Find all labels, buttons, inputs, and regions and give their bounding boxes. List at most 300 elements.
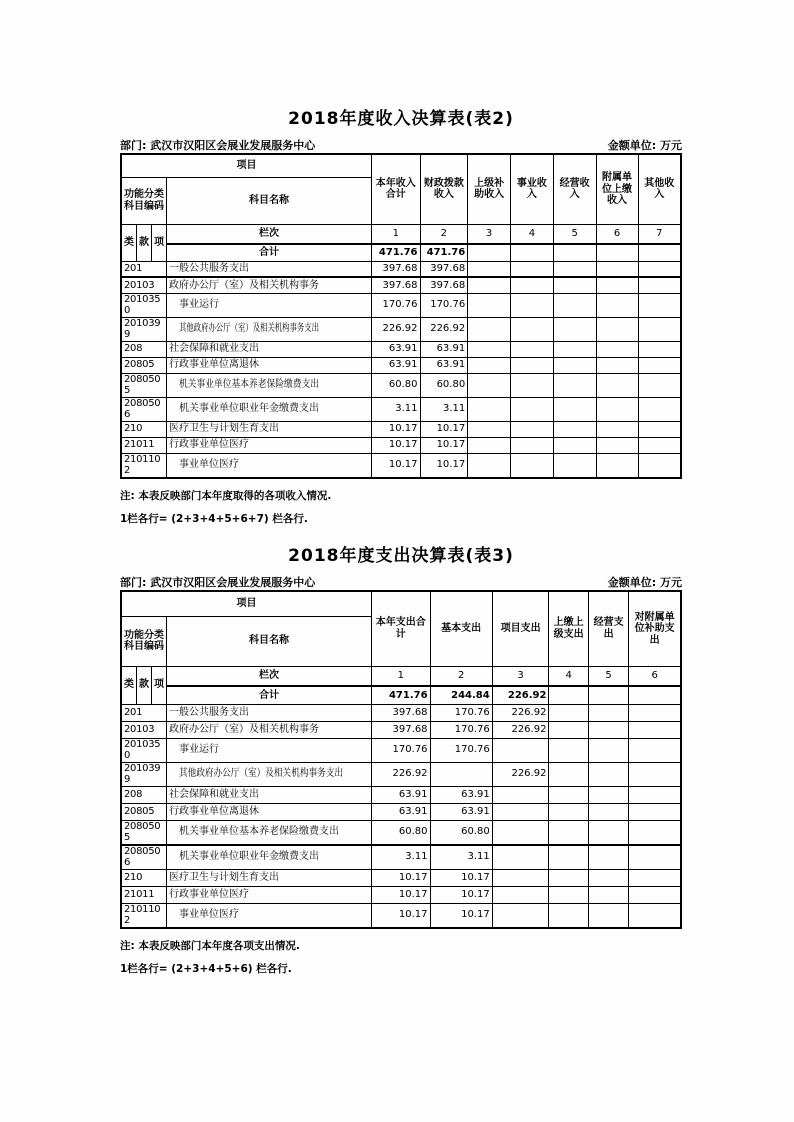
note-line: 1栏各行= (2+3+4+5+6) 栏各行. xyxy=(120,962,292,975)
row-value: 397.68 xyxy=(372,277,421,293)
row-value xyxy=(588,786,628,803)
row-value xyxy=(492,820,549,845)
row-value: 63.91 xyxy=(420,341,468,357)
row-value xyxy=(492,738,549,762)
table-row xyxy=(121,869,681,886)
row-value xyxy=(638,357,681,373)
row-value xyxy=(629,886,681,903)
code-sub-header: 类 xyxy=(121,224,137,261)
row-code: 210 xyxy=(121,421,167,437)
subject-header: 科目名称 xyxy=(167,177,372,224)
row-code: 2010399 xyxy=(121,762,167,786)
cell-text: 社会保障和就业支出 xyxy=(169,788,259,800)
row-code: 2080505 xyxy=(121,373,167,397)
row-value xyxy=(553,357,596,373)
row-code: 2080506 xyxy=(121,845,167,870)
row-name xyxy=(167,357,372,373)
code-header: 功能分类科目编码 xyxy=(121,616,167,666)
row-value xyxy=(588,845,628,870)
row-value: 226.92 xyxy=(492,721,549,738)
row-value: 170.76 xyxy=(430,721,492,738)
column-header: 其他收入 xyxy=(638,154,681,224)
row-value: 226.92 xyxy=(420,317,468,341)
lanci-number: 7 xyxy=(638,224,681,244)
table-row xyxy=(121,786,681,803)
table-row xyxy=(121,244,681,261)
table-row xyxy=(121,224,681,244)
income-table-notes xyxy=(120,485,682,531)
table-row xyxy=(121,397,681,421)
row-value: 397.68 xyxy=(372,704,431,721)
row-code: 2080506 xyxy=(121,397,167,421)
row-value xyxy=(549,845,588,870)
row-value xyxy=(510,397,553,421)
row-value: 10.17 xyxy=(372,886,431,903)
table-row xyxy=(121,437,681,453)
row-name xyxy=(167,293,372,317)
code-sub-header: 类 xyxy=(121,666,137,704)
row-name xyxy=(167,786,372,803)
row-value xyxy=(468,261,511,277)
cell-text: 行政事业单位医疗 xyxy=(169,888,249,900)
table-row xyxy=(121,704,681,721)
row-value xyxy=(629,903,681,928)
amount-unit-label: 金额单位: 万元 xyxy=(607,576,682,589)
row-value: 63.91 xyxy=(372,341,421,357)
row-name xyxy=(167,704,372,721)
table-row xyxy=(121,453,681,478)
table-row xyxy=(121,666,681,686)
cell-text: 社会保障和就业支出 xyxy=(169,343,259,355)
code-sub-header: 项 xyxy=(152,666,167,704)
row-value: 226.92 xyxy=(372,762,431,786)
row-value xyxy=(629,869,681,886)
cell-text: 行政事业单位离退休 xyxy=(169,805,259,817)
row-value xyxy=(638,453,681,478)
row-value xyxy=(588,803,628,820)
note-line: 注: 本表反映部门本年度各项支出情况. xyxy=(120,939,300,952)
row-value xyxy=(510,261,553,277)
row-value: 3.11 xyxy=(372,397,421,421)
row-value xyxy=(549,721,588,738)
row-code: 2010399 xyxy=(121,317,167,341)
row-value xyxy=(468,437,511,453)
row-value: 397.68 xyxy=(372,721,431,738)
row-value xyxy=(588,721,628,738)
row-value xyxy=(588,762,628,786)
table-row xyxy=(121,803,681,820)
column-header: 经营支出 xyxy=(588,591,628,666)
total-value: 226.92 xyxy=(492,686,549,704)
row-value: 63.91 xyxy=(420,357,468,373)
column-header: 本年支出合计 xyxy=(372,591,431,666)
row-code: 21011 xyxy=(121,886,167,903)
row-value xyxy=(468,453,511,478)
row-value: 226.92 xyxy=(492,762,549,786)
row-name xyxy=(167,341,372,357)
cell-text: 事业单位医疗 xyxy=(179,459,239,471)
row-value xyxy=(553,453,596,478)
row-name xyxy=(167,453,372,478)
row-value xyxy=(596,421,638,437)
row-value: 3.11 xyxy=(430,845,492,870)
row-value xyxy=(553,421,596,437)
column-header: 上级补助收入 xyxy=(468,154,511,224)
cell-text: 行政事业单位医疗 xyxy=(169,439,249,451)
row-code: 2010350 xyxy=(121,738,167,762)
lanci-number: 6 xyxy=(596,224,638,244)
expense-statement-section xyxy=(120,541,682,981)
row-value: 10.17 xyxy=(372,437,421,453)
row-value: 170.76 xyxy=(372,738,431,762)
row-code: 2101102 xyxy=(121,903,167,928)
income-table-title: 2018年度收入决算表(表2) xyxy=(288,109,514,129)
row-value: 63.91 xyxy=(372,786,431,803)
row-value xyxy=(553,317,596,341)
row-value xyxy=(549,803,588,820)
lanci-label: 栏次 xyxy=(167,224,372,244)
row-value xyxy=(468,293,511,317)
table-row xyxy=(121,293,681,317)
row-name xyxy=(167,869,372,886)
table-row xyxy=(121,845,681,870)
row-code: 20805 xyxy=(121,357,167,373)
row-value xyxy=(510,357,553,373)
row-code: 201 xyxy=(121,704,167,721)
row-value xyxy=(510,277,553,293)
cell-text: 其他政府办公厅（室）及相关机构事务支出 xyxy=(179,768,343,780)
total-value xyxy=(596,244,638,261)
table-row xyxy=(121,373,681,397)
lanci-number: 5 xyxy=(588,666,628,686)
row-value: 170.76 xyxy=(372,293,421,317)
lanci-number: 3 xyxy=(492,666,549,686)
row-name xyxy=(167,721,372,738)
row-value xyxy=(468,357,511,373)
row-name xyxy=(167,261,372,277)
row-value: 10.17 xyxy=(420,421,468,437)
row-value xyxy=(638,397,681,421)
lanci-label: 栏次 xyxy=(167,666,372,686)
row-value xyxy=(468,397,511,421)
cell-text: 医疗卫生与计划生育支出 xyxy=(169,871,279,883)
row-value: 10.17 xyxy=(420,453,468,478)
table-row xyxy=(121,686,681,704)
lanci-number: 2 xyxy=(430,666,492,686)
row-value xyxy=(596,357,638,373)
subject-header: 科目名称 xyxy=(167,616,372,666)
row-value xyxy=(510,341,553,357)
row-code: 201 xyxy=(121,261,167,277)
expense-table xyxy=(120,590,682,929)
row-value: 397.68 xyxy=(420,261,468,277)
lanci-number: 6 xyxy=(629,666,681,686)
row-value xyxy=(510,317,553,341)
income-table xyxy=(120,153,682,479)
row-code: 20103 xyxy=(121,721,167,738)
row-code: 21011 xyxy=(121,437,167,453)
row-value: 63.91 xyxy=(372,803,431,820)
row-value xyxy=(553,437,596,453)
row-name xyxy=(167,820,372,845)
total-value xyxy=(549,686,588,704)
row-value xyxy=(629,721,681,738)
total-value: 471.76 xyxy=(420,244,468,261)
row-value xyxy=(510,421,553,437)
row-value xyxy=(510,453,553,478)
row-value: 63.91 xyxy=(430,786,492,803)
column-header: 事业收入 xyxy=(510,154,553,224)
project-header: 项目 xyxy=(121,591,372,616)
row-value xyxy=(510,437,553,453)
row-value xyxy=(596,277,638,293)
row-name xyxy=(167,397,372,421)
column-header: 本年收入合计 xyxy=(372,154,421,224)
column-header: 项目支出 xyxy=(492,591,549,666)
row-code: 208 xyxy=(121,341,167,357)
row-value xyxy=(596,317,638,341)
code-sub-header: 项 xyxy=(152,224,167,261)
row-value xyxy=(468,373,511,397)
row-value xyxy=(629,820,681,845)
row-value xyxy=(638,293,681,317)
row-value xyxy=(596,373,638,397)
row-value xyxy=(638,341,681,357)
row-value xyxy=(549,820,588,845)
row-name xyxy=(167,373,372,397)
row-value: 170.76 xyxy=(420,293,468,317)
row-value xyxy=(510,373,553,397)
total-label: 合计 xyxy=(167,244,372,261)
cell-text: 政府办公厅（室）及相关机构事务 xyxy=(169,279,319,291)
cell-text: 事业运行 xyxy=(179,744,219,756)
row-value xyxy=(596,341,638,357)
row-name xyxy=(167,437,372,453)
row-value xyxy=(553,341,596,357)
row-code: 210 xyxy=(121,869,167,886)
row-value: 60.80 xyxy=(372,373,421,397)
row-value: 397.68 xyxy=(420,277,468,293)
table-row xyxy=(121,317,681,341)
cell-text: 事业运行 xyxy=(179,299,219,311)
row-value xyxy=(588,704,628,721)
column-header: 附属单位上缴收入 xyxy=(596,154,638,224)
row-value xyxy=(468,421,511,437)
table-row xyxy=(121,421,681,437)
income-statement-section xyxy=(120,104,682,531)
row-value xyxy=(549,903,588,928)
lanci-number: 3 xyxy=(468,224,511,244)
total-label: 合计 xyxy=(167,686,372,704)
row-value xyxy=(492,886,549,903)
row-code: 208 xyxy=(121,786,167,803)
row-value xyxy=(549,786,588,803)
row-name xyxy=(167,738,372,762)
income-table-meta xyxy=(120,137,682,152)
table-row xyxy=(121,738,681,762)
row-value: 226.92 xyxy=(372,317,421,341)
row-value xyxy=(588,738,628,762)
total-value xyxy=(629,686,681,704)
row-value xyxy=(629,845,681,870)
code-sub-header: 款 xyxy=(137,666,152,704)
row-value: 10.17 xyxy=(372,869,431,886)
row-code: 2010350 xyxy=(121,293,167,317)
table-row xyxy=(121,357,681,373)
row-value xyxy=(553,261,596,277)
total-value xyxy=(468,244,511,261)
column-header: 财政拨款收入 xyxy=(420,154,468,224)
department-label: 部门: 武汉市汉阳区会展业发展服务中心 xyxy=(120,576,316,589)
row-name xyxy=(167,903,372,928)
total-value xyxy=(638,244,681,261)
row-value xyxy=(549,762,588,786)
row-value xyxy=(430,762,492,786)
row-value xyxy=(553,373,596,397)
row-value xyxy=(629,762,681,786)
row-value xyxy=(629,786,681,803)
row-value: 10.17 xyxy=(420,437,468,453)
row-value: 10.17 xyxy=(372,453,421,478)
row-value xyxy=(638,373,681,397)
table-row xyxy=(121,591,681,616)
row-value xyxy=(549,886,588,903)
row-value xyxy=(492,786,549,803)
department-label: 部门: 武汉市汉阳区会展业发展服务中心 xyxy=(120,139,316,152)
row-value xyxy=(553,397,596,421)
column-header: 上缴上级支出 xyxy=(549,591,588,666)
row-code: 20103 xyxy=(121,277,167,293)
row-value: 63.91 xyxy=(372,357,421,373)
row-code: 2101102 xyxy=(121,453,167,478)
row-name xyxy=(167,845,372,870)
table-row xyxy=(121,341,681,357)
row-value: 10.17 xyxy=(430,869,492,886)
row-value: 60.80 xyxy=(372,820,431,845)
table-row xyxy=(121,721,681,738)
total-value xyxy=(553,244,596,261)
table-row xyxy=(121,154,681,177)
row-value xyxy=(596,453,638,478)
row-value xyxy=(492,803,549,820)
cell-text: 一般公共服务支出 xyxy=(169,706,249,718)
row-value xyxy=(629,738,681,762)
table-row xyxy=(121,277,681,293)
total-value: 244.84 xyxy=(430,686,492,704)
table-row xyxy=(121,762,681,786)
column-header: 对附属单位补助支出 xyxy=(629,591,681,666)
row-value xyxy=(588,886,628,903)
row-value: 10.17 xyxy=(372,421,421,437)
total-value xyxy=(588,686,628,704)
project-header: 项目 xyxy=(121,154,372,177)
row-value: 10.17 xyxy=(430,903,492,928)
row-value xyxy=(553,293,596,317)
row-value xyxy=(638,277,681,293)
note-line: 1栏各行= (2+3+4+5+6+7) 栏各行. xyxy=(120,512,308,525)
cell-text: 政府办公厅（室）及相关机构事务 xyxy=(169,723,319,735)
row-value xyxy=(588,903,628,928)
cell-text: 其他政府办公厅（室）及相关机构事务支出 xyxy=(179,323,320,335)
amount-unit-label: 金额单位: 万元 xyxy=(607,139,682,152)
row-value: 10.17 xyxy=(430,886,492,903)
row-value: 60.80 xyxy=(420,373,468,397)
row-value: 226.92 xyxy=(492,704,549,721)
row-name xyxy=(167,317,372,341)
row-name xyxy=(167,762,372,786)
row-value xyxy=(468,277,511,293)
row-value xyxy=(596,293,638,317)
row-value: 3.11 xyxy=(420,397,468,421)
expense-table-notes xyxy=(120,935,682,981)
code-header: 功能分类科目编码 xyxy=(121,177,167,224)
cell-text: 机关事业单位职业年金缴费支出 xyxy=(179,851,319,863)
row-value: 3.11 xyxy=(372,845,431,870)
column-header: 经营收入 xyxy=(553,154,596,224)
cell-text: 机关事业单位基本养老保险缴费支出 xyxy=(179,826,339,838)
row-value xyxy=(588,869,628,886)
row-value: 60.80 xyxy=(430,820,492,845)
table-row xyxy=(121,886,681,903)
row-value xyxy=(596,437,638,453)
row-value xyxy=(638,437,681,453)
code-sub-header: 款 xyxy=(137,224,152,261)
table-row xyxy=(121,820,681,845)
row-value xyxy=(629,704,681,721)
column-header: 基本支出 xyxy=(430,591,492,666)
row-value xyxy=(588,820,628,845)
row-value xyxy=(638,261,681,277)
cell-text: 事业单位医疗 xyxy=(179,909,239,921)
total-value: 471.76 xyxy=(372,244,421,261)
expense-table-meta xyxy=(120,574,682,589)
cell-text: 一般公共服务支出 xyxy=(169,263,249,274)
row-value xyxy=(492,845,549,870)
row-value xyxy=(549,738,588,762)
row-name xyxy=(167,277,372,293)
cell-text: 机关事业单位基本养老保险缴费支出 xyxy=(179,379,319,391)
lanci-number: 1 xyxy=(372,224,421,244)
row-value xyxy=(596,261,638,277)
lanci-number: 5 xyxy=(553,224,596,244)
row-value: 170.76 xyxy=(430,738,492,762)
row-value xyxy=(468,317,511,341)
row-value xyxy=(638,421,681,437)
cell-text: 行政事业单位离退休 xyxy=(169,359,259,371)
row-value xyxy=(629,803,681,820)
lanci-number: 2 xyxy=(420,224,468,244)
lanci-number: 4 xyxy=(549,666,588,686)
expense-table-title: 2018年度支出决算表(表3) xyxy=(288,546,514,566)
row-value: 397.68 xyxy=(372,261,421,277)
row-value xyxy=(638,317,681,341)
table-row xyxy=(121,903,681,928)
row-value xyxy=(492,903,549,928)
row-code: 20805 xyxy=(121,803,167,820)
row-value: 10.17 xyxy=(372,903,431,928)
total-value xyxy=(510,244,553,261)
cell-text: 机关事业单位职业年金缴费支出 xyxy=(179,403,319,415)
row-code: 2080505 xyxy=(121,820,167,845)
row-value xyxy=(549,704,588,721)
row-value xyxy=(468,341,511,357)
row-name xyxy=(167,803,372,820)
row-name xyxy=(167,886,372,903)
lanci-number: 4 xyxy=(510,224,553,244)
row-value xyxy=(549,869,588,886)
cell-text: 医疗卫生与计划生育支出 xyxy=(169,423,279,435)
lanci-number: 1 xyxy=(372,666,431,686)
